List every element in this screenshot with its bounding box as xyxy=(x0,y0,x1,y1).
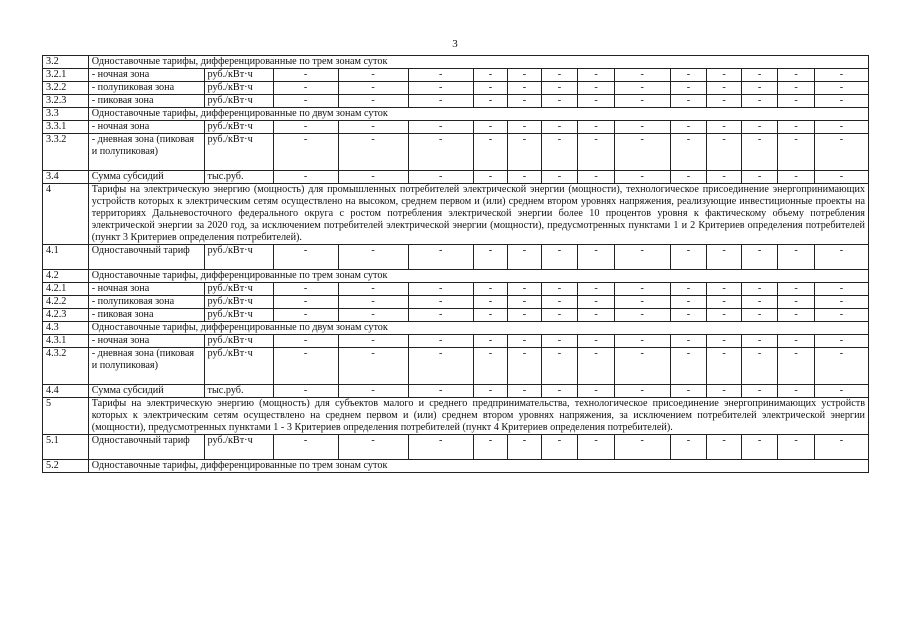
table-row xyxy=(43,348,869,385)
table-row xyxy=(43,82,869,95)
value-cell: - xyxy=(778,69,815,82)
table-row xyxy=(43,108,869,121)
row-number: 3.3 xyxy=(43,108,89,121)
value-cell: - xyxy=(408,348,473,385)
value-cell: - xyxy=(670,296,707,309)
value-cell: - xyxy=(670,134,707,171)
value-cell: - xyxy=(578,385,615,398)
row-label: - ночная зона xyxy=(88,335,204,348)
value-cell: - xyxy=(273,95,338,108)
value-cell: - xyxy=(578,296,615,309)
row-number: 3.2.2 xyxy=(43,82,89,95)
value-cell: - xyxy=(741,245,778,270)
row-unit: тыс.руб. xyxy=(204,385,273,398)
row-unit: руб./кВт·ч xyxy=(204,245,273,270)
value-cell: - xyxy=(778,134,815,171)
value-cell: - xyxy=(741,296,778,309)
value-cell: - xyxy=(338,335,408,348)
value-cell: - xyxy=(541,245,578,270)
value-cell: - xyxy=(670,69,707,82)
value-cell: - xyxy=(473,171,508,184)
value-cell: - xyxy=(541,69,578,82)
row-number: 4.3 xyxy=(43,322,89,335)
section-heading: Тарифы на электрическую энергию (мощность) для субъектов малого и среднего предпринимательства, технологическое присоединение энергопринимающих устройств которых к электрическим сетям осуществлено на среднем первом и (или) среднем втором уровнях напряжения, за исключением потребителей электрической энергии (мощности), предусмотренных пунктами 1 - 3 Критериев определения потребителей (пункт 4 Критериев определения потребителей). xyxy=(88,398,868,435)
table-row xyxy=(43,385,869,398)
table-row xyxy=(43,460,869,473)
value-cell: - xyxy=(614,435,670,460)
value-cell: - xyxy=(670,348,707,385)
row-number: 5.2 xyxy=(43,460,89,473)
value-cell: - xyxy=(614,171,670,184)
value-cell: - xyxy=(508,385,542,398)
table-row xyxy=(43,270,869,283)
value-cell: - xyxy=(541,82,578,95)
group-heading: Одноставочные тарифы, дифференцированные по трем зонам суток xyxy=(88,460,868,473)
value-cell: - xyxy=(541,335,578,348)
value-cell: - xyxy=(741,95,778,108)
value-cell: - xyxy=(338,69,408,82)
row-number: 3.2.3 xyxy=(43,95,89,108)
value-cell: - xyxy=(741,69,778,82)
value-cell: - xyxy=(778,95,815,108)
value-cell: - xyxy=(814,385,868,398)
value-cell: - xyxy=(578,69,615,82)
value-cell: - xyxy=(273,134,338,171)
value-cell: - xyxy=(741,171,778,184)
value-cell: - xyxy=(338,245,408,270)
row-number: 4.2.1 xyxy=(43,283,89,296)
value-cell: - xyxy=(814,95,868,108)
group-heading: Одноставочные тарифы, дифференцированные по трем зонам суток xyxy=(88,56,868,69)
row-label: - дневная зона (пиковая и полупиковая) xyxy=(88,134,204,171)
value-cell: - xyxy=(473,309,508,322)
table-row xyxy=(43,121,869,134)
value-cell: - xyxy=(578,134,615,171)
row-number: 4.4 xyxy=(43,385,89,398)
row-number: 4.2.2 xyxy=(43,296,89,309)
value-cell: - xyxy=(814,435,868,460)
row-label: Сумма субсидий xyxy=(88,171,204,184)
value-cell: - xyxy=(473,95,508,108)
value-cell: - xyxy=(508,309,542,322)
value-cell: - xyxy=(541,171,578,184)
value-cell: - xyxy=(707,335,742,348)
value-cell: - xyxy=(614,82,670,95)
value-cell: - xyxy=(814,121,868,134)
value-cell: - xyxy=(473,435,508,460)
value-cell: - xyxy=(814,348,868,385)
value-cell: - xyxy=(508,171,542,184)
row-label: - ночная зона xyxy=(88,69,204,82)
value-cell: - xyxy=(578,335,615,348)
value-cell: - xyxy=(707,121,742,134)
value-cell: - xyxy=(670,309,707,322)
value-cell: - xyxy=(508,245,542,270)
value-cell: - xyxy=(338,95,408,108)
value-cell: - xyxy=(741,385,778,398)
value-cell: - xyxy=(473,335,508,348)
value-cell: - xyxy=(707,283,742,296)
value-cell: - xyxy=(408,95,473,108)
value-cell: - xyxy=(814,69,868,82)
value-cell: - xyxy=(707,385,742,398)
table-row xyxy=(43,335,869,348)
value-cell: - xyxy=(614,121,670,134)
value-cell: - xyxy=(670,121,707,134)
row-label: Сумма субсидий xyxy=(88,385,204,398)
value-cell: - xyxy=(707,348,742,385)
value-cell: - xyxy=(473,296,508,309)
value-cell: - xyxy=(814,296,868,309)
row-label: - пиковая зона xyxy=(88,309,204,322)
value-cell: - xyxy=(578,245,615,270)
value-cell: - xyxy=(707,134,742,171)
row-number: 3.2.1 xyxy=(43,69,89,82)
value-cell: - xyxy=(273,348,338,385)
value-cell: - xyxy=(408,335,473,348)
value-cell: - xyxy=(273,245,338,270)
value-cell: - xyxy=(814,309,868,322)
row-number: 4.3.1 xyxy=(43,335,89,348)
value-cell: - xyxy=(670,435,707,460)
value-cell: - xyxy=(614,245,670,270)
table-row xyxy=(43,398,869,435)
value-cell: - xyxy=(541,309,578,322)
value-cell: - xyxy=(778,435,815,460)
value-cell: - xyxy=(670,82,707,95)
value-cell: - xyxy=(614,348,670,385)
value-cell: - xyxy=(614,385,670,398)
value-cell: - xyxy=(778,245,815,270)
table-row xyxy=(43,309,869,322)
value-cell: - xyxy=(473,134,508,171)
value-cell: - xyxy=(473,69,508,82)
table-row xyxy=(43,296,869,309)
value-cell: - xyxy=(707,435,742,460)
row-number: 3.4 xyxy=(43,171,89,184)
row-number: 4.3.2 xyxy=(43,348,89,385)
table-row xyxy=(43,322,869,335)
value-cell: - xyxy=(273,435,338,460)
value-cell: - xyxy=(541,283,578,296)
value-cell: - xyxy=(273,171,338,184)
row-label: Одноставочный тариф xyxy=(88,245,204,270)
row-label: - полупиковая зона xyxy=(88,296,204,309)
group-heading: Одноставочные тарифы, дифференцированные по трем зонам суток xyxy=(88,270,868,283)
row-unit: руб./кВт·ч xyxy=(204,296,273,309)
value-cell: - xyxy=(338,121,408,134)
value-cell: - xyxy=(508,121,542,134)
row-unit: руб./кВт·ч xyxy=(204,134,273,171)
value-cell: - xyxy=(778,296,815,309)
value-cell: - xyxy=(670,385,707,398)
value-cell: - xyxy=(741,283,778,296)
row-label: Одноставочный тариф xyxy=(88,435,204,460)
value-cell: - xyxy=(408,385,473,398)
value-cell: - xyxy=(614,309,670,322)
value-cell: - xyxy=(338,296,408,309)
value-cell: - xyxy=(814,171,868,184)
value-cell: - xyxy=(508,134,542,171)
value-cell: - xyxy=(508,348,542,385)
value-cell: - xyxy=(741,348,778,385)
value-cell: - xyxy=(508,95,542,108)
value-cell: - xyxy=(814,335,868,348)
value-cell: - xyxy=(670,335,707,348)
value-cell: - xyxy=(473,121,508,134)
value-cell: - xyxy=(707,69,742,82)
value-cell: - xyxy=(338,82,408,95)
value-cell: - xyxy=(273,385,338,398)
row-number: 5 xyxy=(43,398,89,435)
value-cell: - xyxy=(338,283,408,296)
value-cell: - xyxy=(578,121,615,134)
value-cell: - xyxy=(408,171,473,184)
value-cell: - xyxy=(338,171,408,184)
value-cell: - xyxy=(408,121,473,134)
row-number: 4.2.3 xyxy=(43,309,89,322)
value-cell: - xyxy=(707,171,742,184)
value-cell: - xyxy=(578,95,615,108)
value-cell: - xyxy=(338,435,408,460)
value-cell: - xyxy=(670,171,707,184)
value-cell: - xyxy=(273,121,338,134)
row-number: 3.3.1 xyxy=(43,121,89,134)
value-cell: - xyxy=(273,296,338,309)
value-cell: - xyxy=(707,245,742,270)
group-heading: Одноставочные тарифы, дифференцированные по двум зонам суток xyxy=(88,322,868,335)
table-row xyxy=(43,184,869,245)
value-cell: - xyxy=(541,95,578,108)
value-cell: - xyxy=(707,296,742,309)
group-heading: Одноставочные тарифы, дифференцированные по двум зонам суток xyxy=(88,108,868,121)
row-unit: руб./кВт·ч xyxy=(204,95,273,108)
value-cell: - xyxy=(707,95,742,108)
value-cell: - xyxy=(741,335,778,348)
value-cell: - xyxy=(670,245,707,270)
value-cell: - xyxy=(578,283,615,296)
value-cell: - xyxy=(473,283,508,296)
row-label: - ночная зона xyxy=(88,283,204,296)
page-number: 3 xyxy=(452,38,458,50)
table-row xyxy=(43,245,869,270)
row-label: - дневная зона (пиковая и полупиковая) xyxy=(88,348,204,385)
row-number: 4.2 xyxy=(43,270,89,283)
row-unit: руб./кВт·ч xyxy=(204,121,273,134)
value-cell: - xyxy=(508,435,542,460)
row-number: 3.3.2 xyxy=(43,134,89,171)
value-cell: - xyxy=(778,171,815,184)
value-cell: - xyxy=(338,309,408,322)
value-cell: - xyxy=(578,171,615,184)
row-number: 4.1 xyxy=(43,245,89,270)
value-cell: - xyxy=(273,283,338,296)
value-cell: - xyxy=(408,296,473,309)
section-heading: Тарифы на электрическую энергию (мощность) для промышленных потребителей электрической энергии (мощности), технологическое присоединение энергопринимающих устройств которых к электрическим сетям осуществлено на высоком, среднем первом и (или) среднем втором уровнях напряжения, реализующие инвестиционные проекты на территориях Дальневосточного федерального округа с ростом потребления электрической энергии более 10 процентов уровня к фактическому объему потребления электрической энергии за 2020 год, за исключением потребителей электрической энергии (мощности), предусмотренных пунктами 1 и 2 Критериев определения потребителей (пункт 3 Критериев определения потребителей). xyxy=(88,184,868,245)
value-cell: - xyxy=(670,283,707,296)
value-cell: - xyxy=(408,245,473,270)
row-unit: руб./кВт·ч xyxy=(204,309,273,322)
value-cell: - xyxy=(508,283,542,296)
value-cell: - xyxy=(338,385,408,398)
row-unit: руб./кВт·ч xyxy=(204,335,273,348)
row-unit: руб./кВт·ч xyxy=(204,348,273,385)
table-row xyxy=(43,69,869,82)
row-unit: тыс.руб. xyxy=(204,171,273,184)
value-cell: - xyxy=(338,348,408,385)
value-cell: - xyxy=(273,309,338,322)
value-cell: - xyxy=(273,335,338,348)
value-cell: - xyxy=(778,385,815,398)
value-cell: - xyxy=(508,296,542,309)
value-cell: - xyxy=(473,348,508,385)
value-cell: - xyxy=(614,335,670,348)
table-row xyxy=(43,435,869,460)
value-cell: - xyxy=(408,82,473,95)
row-number: 3.2 xyxy=(43,56,89,69)
value-cell: - xyxy=(741,309,778,322)
value-cell: - xyxy=(614,134,670,171)
row-unit: руб./кВт·ч xyxy=(204,82,273,95)
value-cell: - xyxy=(614,283,670,296)
value-cell: - xyxy=(473,385,508,398)
value-cell: - xyxy=(338,134,408,171)
value-cell: - xyxy=(741,435,778,460)
value-cell: - xyxy=(508,69,542,82)
value-cell: - xyxy=(670,95,707,108)
value-cell: - xyxy=(273,82,338,95)
row-label: - полупиковая зона xyxy=(88,82,204,95)
row-unit: руб./кВт·ч xyxy=(204,435,273,460)
row-label: - пиковая зона xyxy=(88,95,204,108)
value-cell: - xyxy=(473,245,508,270)
value-cell: - xyxy=(814,82,868,95)
value-cell: - xyxy=(273,69,338,82)
value-cell: - xyxy=(508,82,542,95)
value-cell: - xyxy=(541,435,578,460)
value-cell: - xyxy=(578,82,615,95)
row-number: 4 xyxy=(43,184,89,245)
table-row xyxy=(43,283,869,296)
value-cell: - xyxy=(578,435,615,460)
value-cell: - xyxy=(741,121,778,134)
value-cell: - xyxy=(778,121,815,134)
row-number: 5.1 xyxy=(43,435,89,460)
value-cell: - xyxy=(408,309,473,322)
value-cell: - xyxy=(578,348,615,385)
row-unit: руб./кВт·ч xyxy=(204,283,273,296)
value-cell: - xyxy=(578,309,615,322)
value-cell: - xyxy=(508,335,542,348)
table-row xyxy=(43,171,869,184)
value-cell: - xyxy=(778,82,815,95)
table-row xyxy=(43,95,869,108)
value-cell: - xyxy=(408,435,473,460)
value-cell: - xyxy=(541,385,578,398)
value-cell: - xyxy=(408,283,473,296)
value-cell: - xyxy=(541,134,578,171)
value-cell: - xyxy=(778,283,815,296)
value-cell: - xyxy=(614,95,670,108)
table-row xyxy=(43,56,869,69)
value-cell: - xyxy=(614,69,670,82)
value-cell: - xyxy=(741,134,778,171)
value-cell: - xyxy=(814,245,868,270)
value-cell: - xyxy=(707,82,742,95)
value-cell: - xyxy=(778,309,815,322)
value-cell: - xyxy=(408,69,473,82)
value-cell: - xyxy=(741,82,778,95)
value-cell: - xyxy=(778,335,815,348)
value-cell: - xyxy=(707,309,742,322)
value-cell: - xyxy=(778,348,815,385)
value-cell: - xyxy=(408,134,473,171)
tariff-table xyxy=(42,55,869,473)
row-unit: руб./кВт·ч xyxy=(204,69,273,82)
value-cell: - xyxy=(814,283,868,296)
table-row xyxy=(43,134,869,171)
row-label: - ночная зона xyxy=(88,121,204,134)
value-cell: - xyxy=(541,121,578,134)
value-cell: - xyxy=(473,82,508,95)
value-cell: - xyxy=(614,296,670,309)
value-cell: - xyxy=(541,348,578,385)
value-cell: - xyxy=(541,296,578,309)
value-cell: - xyxy=(814,134,868,171)
